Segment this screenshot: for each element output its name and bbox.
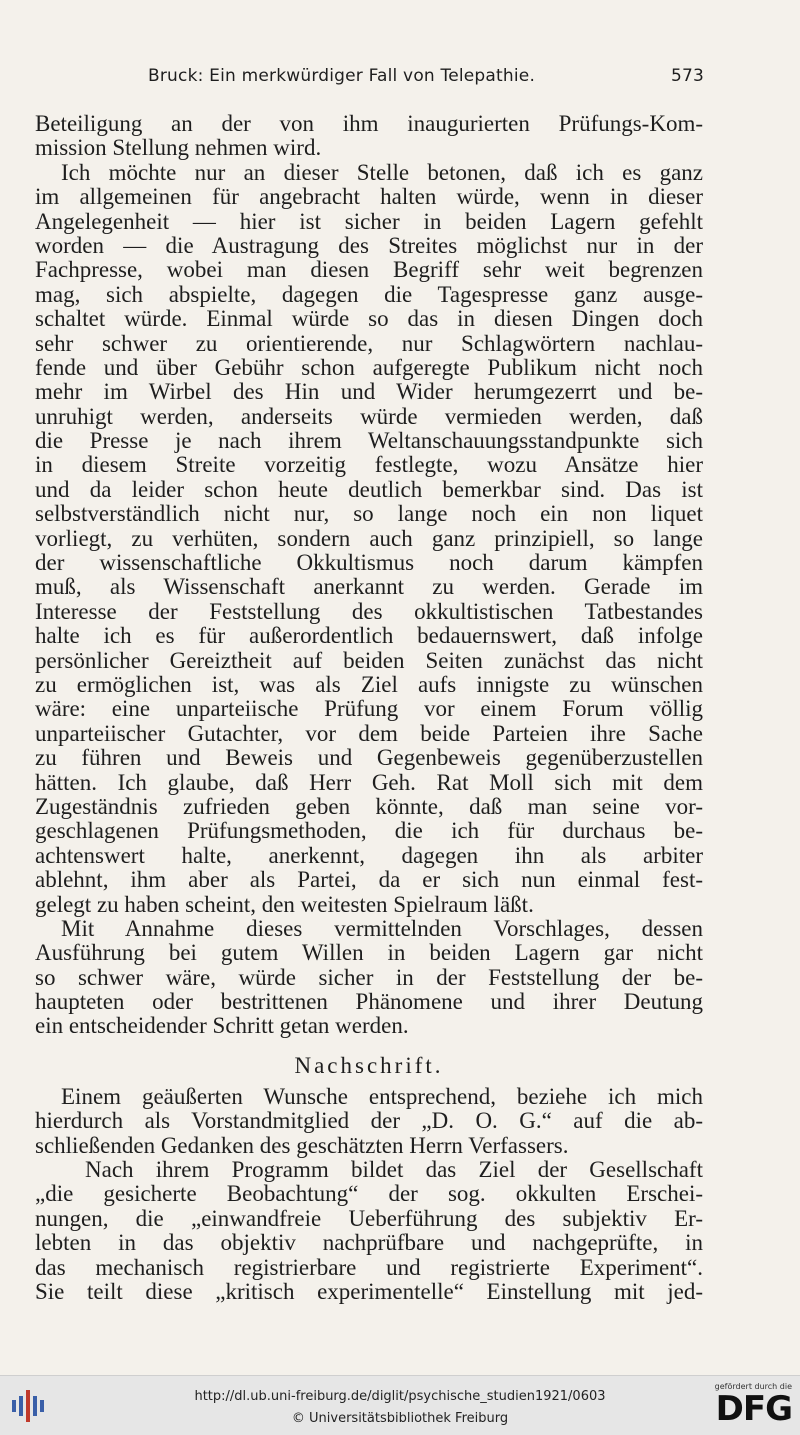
text-line: fende und über Gebühr schon aufgeregte Publikum nicht noch [35, 354, 703, 380]
text-line: wäre: eine unparteiische Prüfung vor einem Forum völlig [35, 696, 703, 722]
text-line: die Presse je nach ihrem Weltanschauungsstandpunkte sich [35, 428, 703, 454]
text-line: Sie teilt diese „kritisch experimentelle“ Einstellung mit jed- [35, 1278, 703, 1304]
text-line: Interesse der Feststellung des okkultistischen Tatbestandes [35, 598, 703, 624]
text-line: Fachpresse, wobei man diesen Begriff sehr weit begrenzen [35, 257, 703, 283]
text-line: vorliegt, zu verhüten, sondern auch ganz prinzipiell, so lange [35, 525, 703, 551]
text-line: ein entscheidender Schritt getan werden. [35, 1013, 409, 1039]
text-line: Ich möchte nur an dieser Stelle betonen, daß ich es ganz [61, 159, 703, 185]
running-head [148, 66, 704, 92]
viewer-footer [0, 1375, 800, 1435]
dfg-logo-text: DFG [715, 1389, 792, 1429]
text-line: im allgemeinen für angebracht halten würde, wenn in dieser [35, 184, 703, 210]
text-line: in diesem Streite vorzeitig festlegte, wozu Ansätze hier [35, 452, 703, 478]
text-line: so schwer wäre, würde sicher in der Feststellung der be- [35, 964, 703, 990]
text-line: haupteten oder bestrittenen Phänomene und ihrer Deutung [35, 989, 703, 1015]
text-line: muß, als Wissenschaft anerkannt zu werden. Gerade im [35, 574, 703, 600]
text-line: worden — die Austragung des Streites möglichst nur in der [35, 232, 703, 258]
text-line: Mit Annahme dieses vermittelnden Vorschlages, dessen [61, 915, 703, 941]
text-line: halte ich es für außerordentlich bedauernswert, daß infolge [35, 623, 703, 649]
copyright-notice: © Universitätsbibliothek Freiburg [291, 1411, 509, 1426]
text-line: zu ermöglichen ist, was als Ziel aufs innigste zu wünschen [35, 671, 703, 697]
text-line: Ausführung bei gutem Willen in beiden Lagern gar nicht [35, 940, 703, 966]
text-line: sehr schwer zu orientierende, nur Schlagwörtern nachlau- [35, 330, 703, 356]
text-line: schließenden Gedanken des geschätzten Herrn Verfassers. [35, 1132, 569, 1158]
text-line: „die gesicherte Beobachtung“ der sog. okkulten Erschei- [35, 1181, 703, 1207]
text-line: Einem geäußerten Wunsche entsprechend, beziehe ich mich [61, 1083, 703, 1109]
text-line: Zugeständnis zufrieden geben könnte, daß man seine vor- [35, 793, 703, 819]
text-line: zu führen und Beweis und Gegenbeweis gegenüberzustellen [35, 745, 703, 771]
text-line: selbstverständlich nicht nur, so lange noch ein non liquet [35, 501, 703, 527]
text-line: hätten. Ich glaube, daß Herr Geh. Rat Moll sich mit dem [35, 769, 703, 795]
page-number: 573 [670, 66, 704, 86]
source-url-link[interactable]: http://dl.ub.uni-freiburg.de/diglit/psychische_studien1921/0603 [194, 1389, 606, 1404]
text-line: schaltet würde. Einmal würde so das in diesen Dingen doch [35, 306, 703, 332]
text-line: lebten in das objektiv nachprüfbare und nachgeprüfte, in [35, 1230, 703, 1256]
funder-caption: gefördert durch die [714, 1382, 792, 1391]
text-line: das mechanisch registrierbare und registrierte Experiment“. [35, 1254, 703, 1280]
text-line: unparteiischer Gutachter, vor dem beide Parteien ihre Sache [35, 720, 703, 746]
section-heading: Nachschrift. [294, 1052, 444, 1078]
text-line: gelegt zu haben scheint, den weitesten Spielraum läßt. [35, 891, 534, 917]
text-line: achtenswert halte, anerkennt, dagegen ihn als arbiter [35, 842, 703, 868]
text-line: nungen, die „einwandfreie Ueberführung des subjektiv Er- [35, 1205, 703, 1231]
dfg-logo[interactable] [706, 1382, 792, 1432]
text-line: Nach ihrem Programm bildet das Ziel der Gesellschaft [85, 1157, 703, 1183]
running-head-title: Bruck: Ein merkwürdiger Fall von Telepathie. [148, 66, 536, 86]
text-line: persönlicher Gereiztheit auf beiden Seiten zunächst das nicht [35, 647, 703, 673]
text-line: hierdurch als Vorstandmitglied der „D. O. G.“ auf die ab- [35, 1108, 703, 1134]
text-line: und da leider schon heute deutlich bemerkbar sind. Das ist [35, 476, 703, 502]
text-line: unruhigt werden, anderseits würde vermieden werden, daß [35, 403, 703, 429]
body-text [35, 112, 703, 1304]
text-line: mehr im Wirbel des Hin und Wider herumgezerrt und be- [35, 379, 703, 405]
text-line: mag, sich abspielte, dagegen die Tagespresse ganz ausge- [35, 281, 703, 307]
text-line: Beteiligung an der von ihm inaugurierten Prüfungs-Kom- [35, 111, 703, 136]
text-line: der wissenschaftliche Okkultismus noch darum kämpfen [35, 550, 703, 576]
text-line: Angelegenheit — hier ist sicher in beiden Lagern gefehlt [35, 208, 703, 234]
text-line: ablehnt, ihm aber als Partei, da er sich nun einmal fest- [35, 867, 703, 893]
text-line: geschlagenen Prüfungsmethoden, die ich für durchaus be- [35, 818, 703, 844]
text-line: mission Stellung nehmen wird. [35, 135, 322, 161]
